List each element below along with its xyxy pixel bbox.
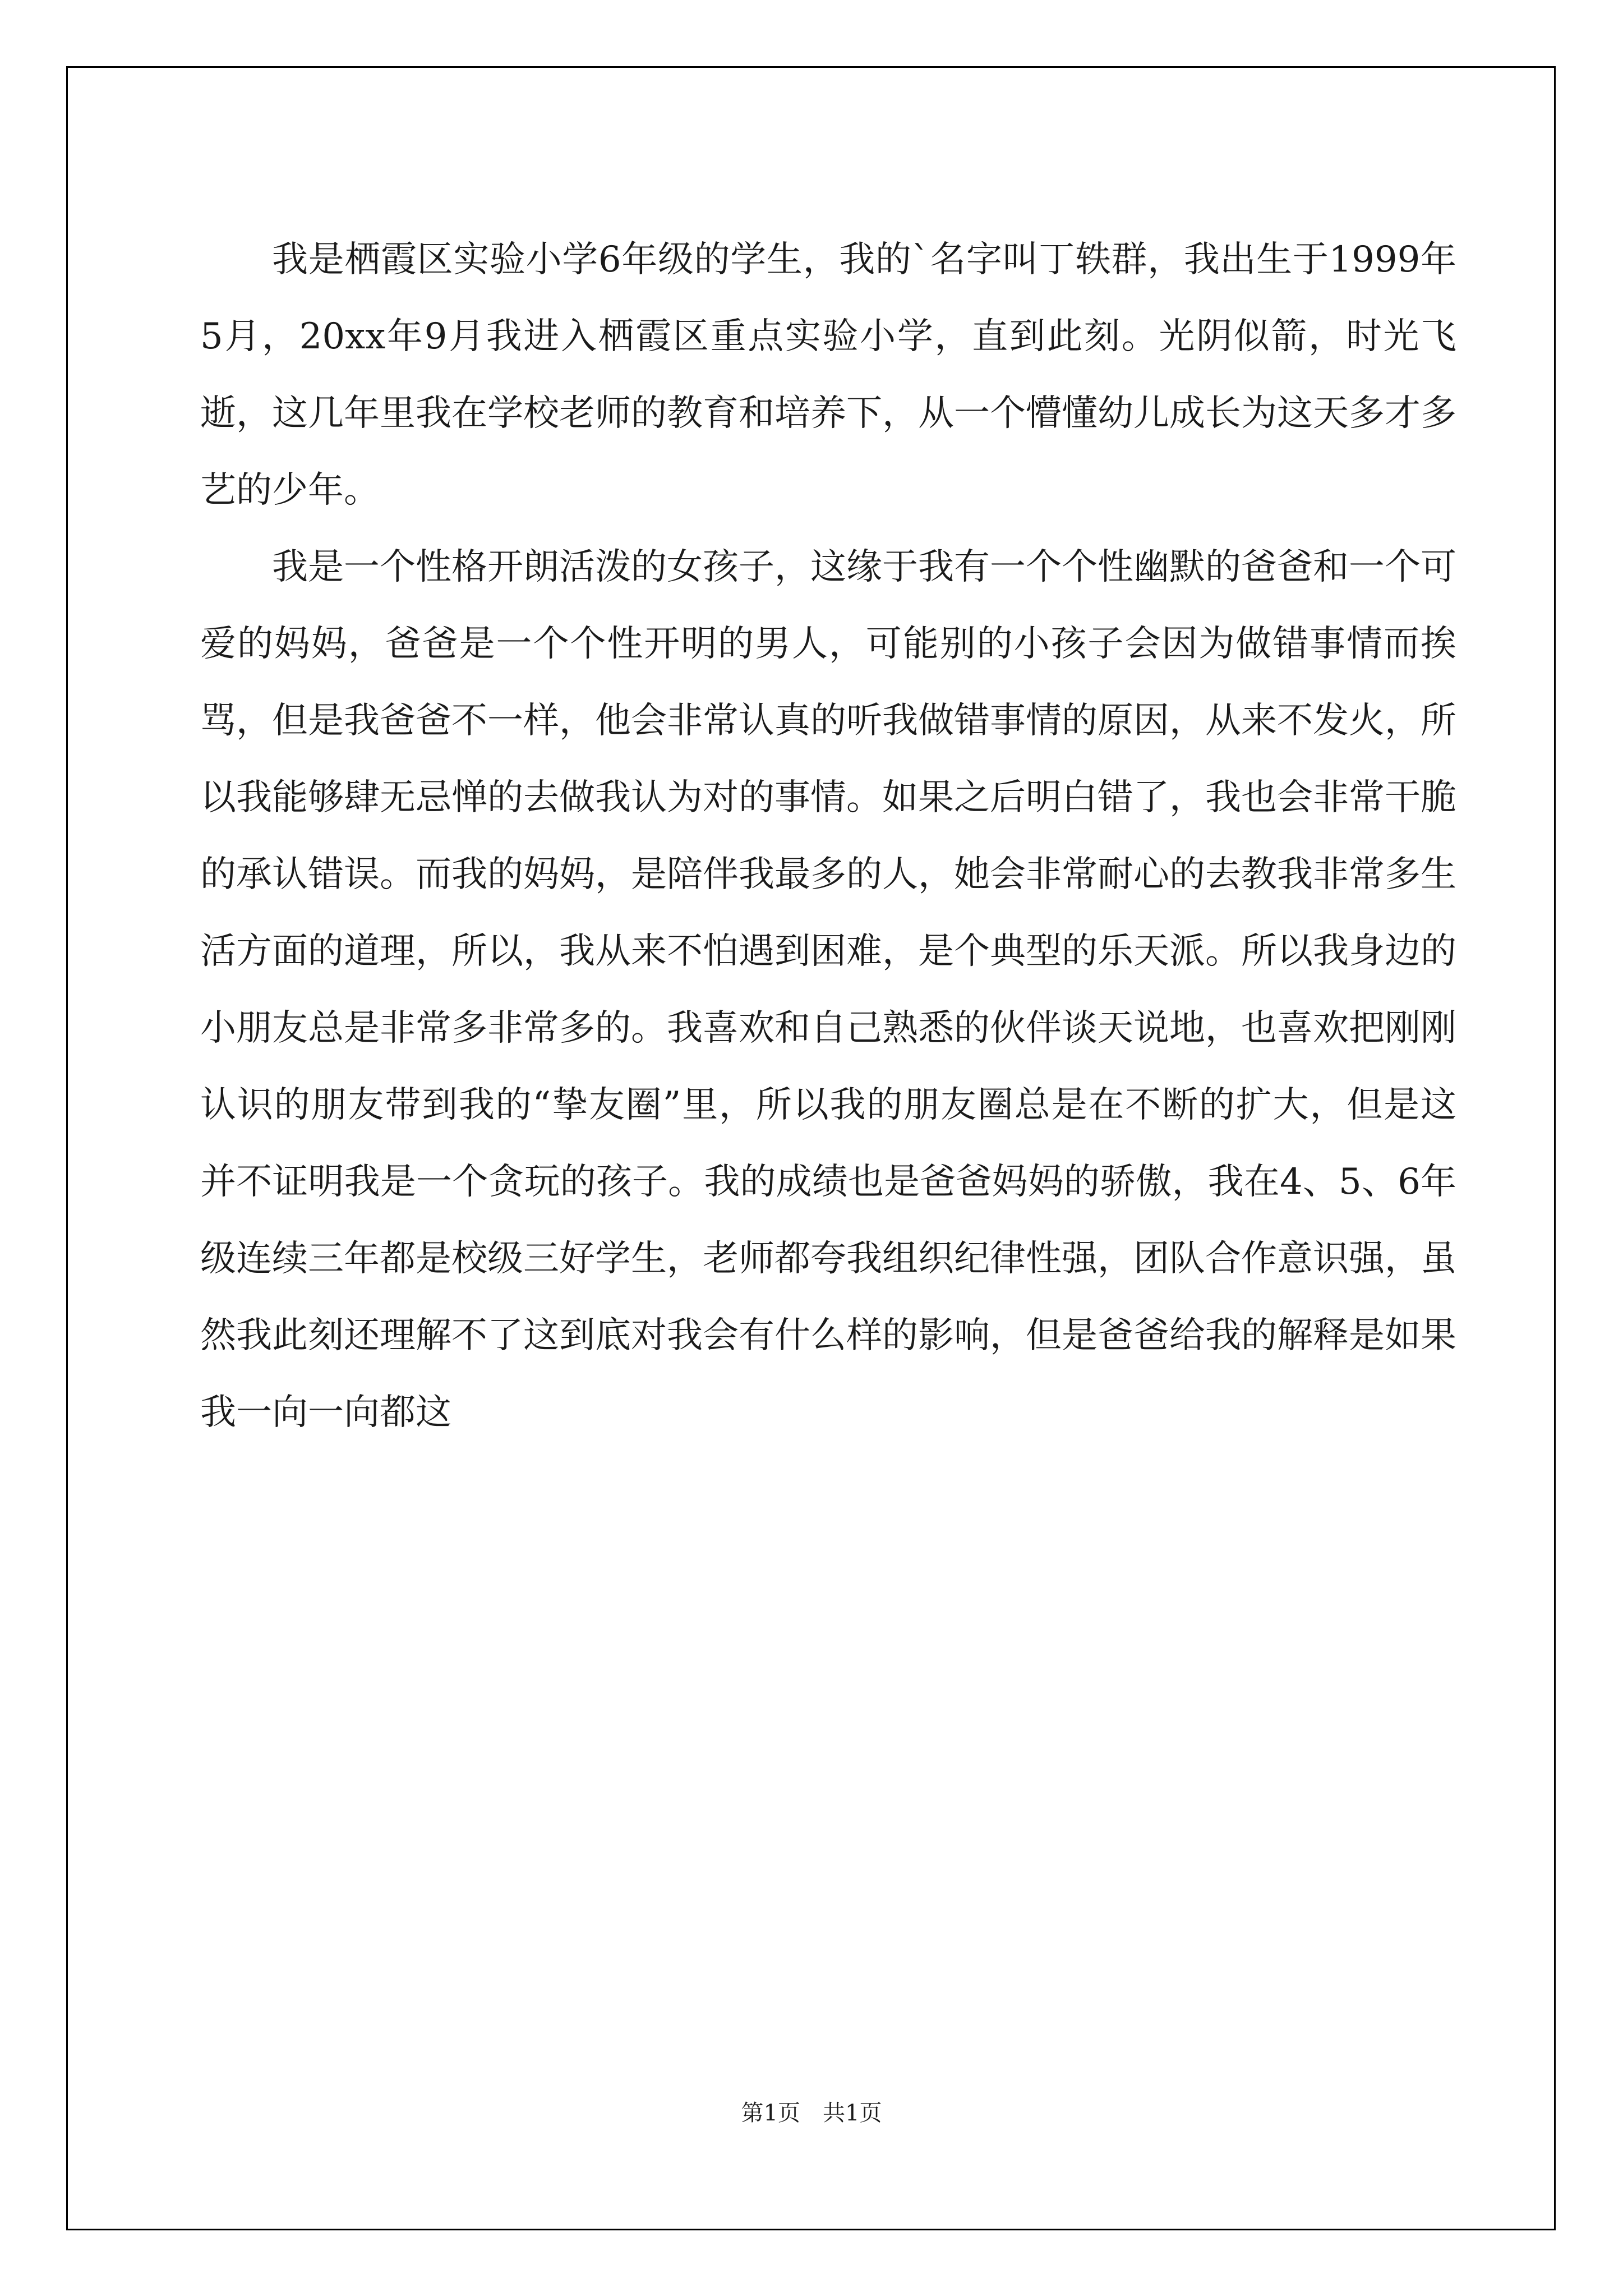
paragraph-1: 我是栖霞区实验小学6年级的学生，我的`名字叫丁轶群，我出生于1999年5月，20xx年9月我进入栖霞区重点实验小学，直到此刻。光阴似箭，时光飞逝，这几年里我在学校老师的教育和培养下，从一个懵懂幼儿成长为这天多才多艺的少年。	[200, 239, 1456, 511]
page-number-footer: 第1页 共1页	[741, 2100, 882, 2126]
paragraph-2: 我是一个性格开朗活泼的女孩子，这缘于我有一个个性幽默的爸爸和一个可爱的妈妈，爸爸是一个个性开明的男人，可能别的小孩子会因为做错事情而挨骂，但是我爸爸不一样，他会非常认真的听我做错事情的原因，从来不发火，所以我能够肆无忌惮的去做我认为对的事情。如果之后明白错了，我也会非常干脆的承认错误。而我的妈妈，是陪伴我最多的人，她会非常耐心的去教我非常多生活方面的道理，所以，我从来不怕遇到困难，是个典型的乐天派。所以我身边的小朋友总是非常多非常多的。我喜欢和自己熟悉的伙伴谈天说地，也喜欢把刚刚认识的朋友带到我的“挚友圈”里，所以我的朋友圈总是在不断的扩大，但是这并不证明我是一个贪玩的孩子。我的成绩也是爸爸妈妈的骄傲，我在4、5、6年级连续三年都是校级三好学生，老师都夸我组织纪律性强，团队合作意识强，虽然我此刻还理解不了这到底对我会有什么样的影响，但是爸爸给我的解释是如果我一向一向都这	[200, 546, 1456, 1433]
document-body	[200, 222, 1456, 1451]
